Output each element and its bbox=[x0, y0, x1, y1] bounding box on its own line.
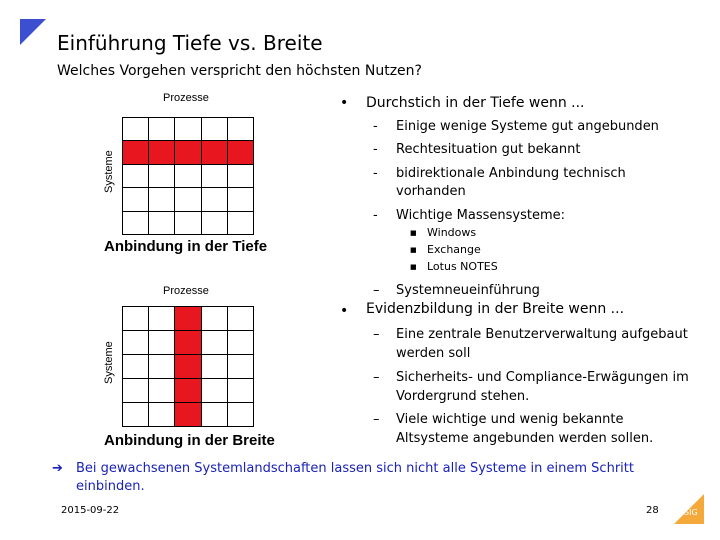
depth-item: bidirektionale Anbindung technisch bbox=[396, 166, 626, 181]
dash-bullet-icon: – bbox=[373, 370, 380, 385]
grid-cell bbox=[175, 212, 201, 235]
grid-cell bbox=[123, 212, 149, 235]
slide-subtitle: Welches Vorgehen verspricht den höchsten Nutzen? bbox=[57, 63, 422, 79]
grid-cell bbox=[228, 403, 254, 427]
grid-cell bbox=[228, 188, 254, 211]
corner-triangle-decoration bbox=[20, 19, 46, 45]
grid-cell bbox=[123, 118, 149, 141]
dash-bullet-icon: – bbox=[373, 412, 380, 427]
diagram-depth-grid bbox=[122, 117, 254, 235]
page-number: 28 bbox=[646, 505, 659, 516]
breadth-item: Viele wichtige und wenig bekannte bbox=[396, 412, 624, 427]
logo-text: SIG bbox=[684, 508, 698, 517]
grid-cell bbox=[175, 118, 201, 141]
diagram-breadth-side-label: Systeme bbox=[103, 341, 115, 384]
breadth-item-continuation: werden soll bbox=[396, 346, 471, 361]
breadth-item: Eine zentrale Benutzerverwaltung aufgebaut bbox=[396, 327, 688, 342]
grid-cell bbox=[202, 188, 228, 211]
depth-heading: Durchstich in der Tiefe wenn ... bbox=[366, 95, 585, 111]
depth-item-continuation: vorhanden bbox=[396, 184, 466, 199]
conclusion-line: einbinden. bbox=[76, 479, 145, 494]
grid-cell bbox=[202, 212, 228, 235]
dash-bullet-icon: - bbox=[373, 166, 378, 181]
bullet-dot-icon: • bbox=[340, 303, 349, 319]
breadth-heading: Evidenzbildung in der Breite wenn ... bbox=[366, 301, 625, 317]
grid-cell-highlighted bbox=[149, 141, 175, 164]
grid-cell bbox=[202, 403, 228, 427]
depth-after-item: Systemneueinführung bbox=[396, 283, 540, 298]
conclusion-line: Bei gewachsenen Systemlandschaften lassen sich nicht alle Systeme in einem Schritt bbox=[76, 461, 634, 476]
depth-item: Wichtige Massensysteme: bbox=[396, 208, 565, 223]
bullet-dot-icon: • bbox=[340, 95, 349, 111]
diagram-depth-caption: Anbindung in der Tiefe bbox=[104, 238, 268, 255]
grid-cell bbox=[202, 331, 228, 355]
dash-bullet-icon: – bbox=[373, 327, 380, 342]
grid-cell bbox=[123, 307, 149, 331]
grid-cell-highlighted bbox=[228, 141, 254, 164]
grid-cell bbox=[123, 165, 149, 188]
grid-cell-highlighted bbox=[175, 403, 201, 427]
dash-bullet-icon: – bbox=[373, 283, 380, 298]
grid-cell bbox=[175, 188, 201, 211]
grid-cell bbox=[149, 118, 175, 141]
square-bullet-icon: ■ bbox=[410, 246, 417, 254]
grid-cell bbox=[228, 118, 254, 141]
grid-cell bbox=[202, 307, 228, 331]
grid-cell bbox=[228, 355, 254, 379]
grid-cell bbox=[149, 165, 175, 188]
grid-cell bbox=[123, 331, 149, 355]
depth-item: Einige wenige Systeme gut angebunden bbox=[396, 119, 659, 134]
grid-cell bbox=[123, 355, 149, 379]
grid-cell bbox=[149, 307, 175, 331]
grid-cell bbox=[149, 188, 175, 211]
grid-cell bbox=[149, 212, 175, 235]
grid-cell-highlighted bbox=[175, 379, 201, 403]
depth-sub-item: Windows bbox=[427, 226, 477, 239]
grid-cell bbox=[149, 379, 175, 403]
grid-cell bbox=[228, 379, 254, 403]
grid-cell bbox=[123, 379, 149, 403]
grid-cell bbox=[202, 379, 228, 403]
diagram-breadth-top-label: Prozesse bbox=[163, 285, 209, 297]
footer-date: 2015-09-22 bbox=[61, 505, 120, 516]
dash-bullet-icon: - bbox=[373, 208, 378, 223]
arrow-right-icon: ➔ bbox=[52, 461, 63, 476]
grid-cell-highlighted bbox=[202, 141, 228, 164]
grid-cell-highlighted bbox=[175, 141, 201, 164]
breadth-item-continuation: Vordergrund stehen. bbox=[396, 389, 530, 404]
conclusion-text bbox=[76, 460, 656, 496]
slide-title: Einführung Tiefe vs. Breite bbox=[57, 31, 323, 55]
square-bullet-icon: ■ bbox=[410, 229, 417, 237]
grid-cell bbox=[202, 165, 228, 188]
grid-cell bbox=[149, 403, 175, 427]
grid-cell bbox=[123, 403, 149, 427]
diagram-depth-side-label: Systeme bbox=[103, 150, 115, 193]
grid-cell bbox=[228, 212, 254, 235]
grid-cell-highlighted bbox=[175, 331, 201, 355]
grid-cell-highlighted bbox=[175, 307, 201, 331]
diagram-breadth-grid bbox=[122, 306, 254, 427]
grid-cell bbox=[123, 188, 149, 211]
diagram-breadth-caption: Anbindung in der Breite bbox=[104, 432, 275, 449]
grid-cell bbox=[175, 165, 201, 188]
square-bullet-icon: ■ bbox=[410, 263, 417, 271]
depth-sub-item: Lotus NOTES bbox=[427, 260, 498, 273]
grid-cell bbox=[149, 331, 175, 355]
grid-cell bbox=[149, 355, 175, 379]
breadth-item: Sicherheits- und Compliance-Erwägungen im bbox=[396, 370, 689, 385]
depth-item: Rechtesituation gut bekannt bbox=[396, 142, 581, 157]
grid-cell bbox=[202, 355, 228, 379]
grid-cell bbox=[228, 165, 254, 188]
dash-bullet-icon: - bbox=[373, 142, 378, 157]
grid-cell bbox=[228, 331, 254, 355]
grid-cell bbox=[202, 118, 228, 141]
grid-cell-highlighted bbox=[175, 355, 201, 379]
grid-cell bbox=[228, 307, 254, 331]
diagram-depth-top-label: Prozesse bbox=[163, 92, 209, 104]
grid-cell-highlighted bbox=[123, 141, 149, 164]
dash-bullet-icon: - bbox=[373, 119, 378, 134]
breadth-item-continuation: Altsysteme angebunden werden sollen. bbox=[396, 431, 654, 446]
depth-sub-item: Exchange bbox=[427, 243, 481, 256]
